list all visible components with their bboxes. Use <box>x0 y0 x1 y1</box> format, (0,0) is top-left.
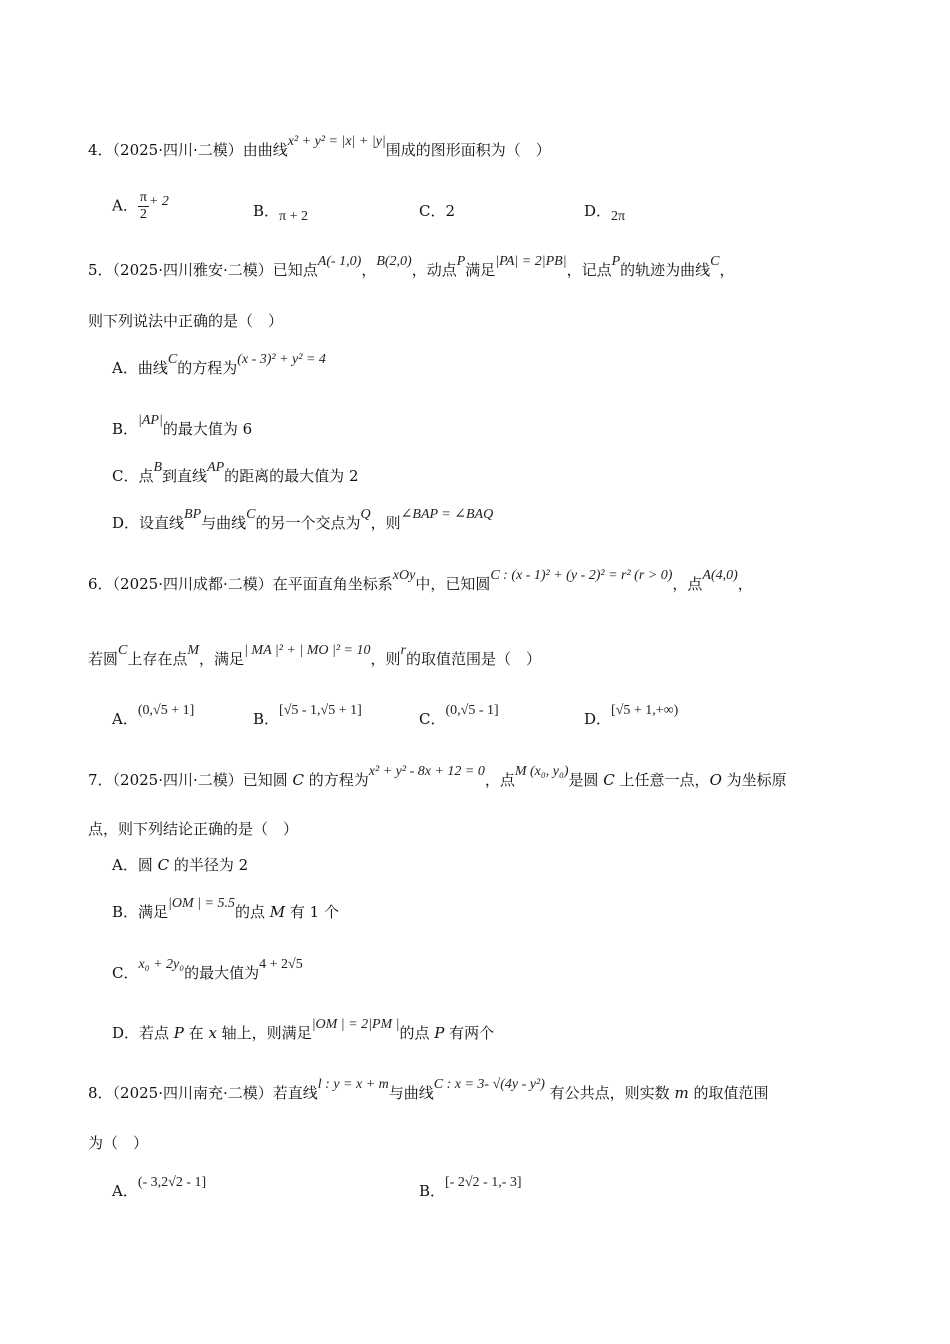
q5-c-math-b: B <box>153 460 163 475</box>
q7-d-x: x <box>208 1024 217 1042</box>
q5-math-p2: P <box>611 254 621 269</box>
q7-stem-c2: C <box>603 771 615 789</box>
q7-c-math2: 4 + 2√5 <box>259 957 303 972</box>
q6-b-label: B． <box>253 710 280 728</box>
q5-c-label: C．点 <box>112 467 154 485</box>
q5-stem-a: 5．（2025·四川雅安·二模）已知点 <box>88 261 318 279</box>
q4-option-a-tail: + 2 <box>148 193 169 209</box>
q6-l2-d: ，则 <box>370 650 401 668</box>
q6-option-b <box>253 703 362 732</box>
q6-c-label: C． <box>419 710 446 728</box>
q4-option-c <box>419 200 455 222</box>
q8-math-l: l : y = x + m <box>317 1077 389 1092</box>
q4-stem-b: 围成的图形面积为（ ） <box>385 141 551 159</box>
q4-stem <box>88 134 551 163</box>
q6-l2-math: | MA |² + | MO |² = 10 <box>244 643 371 658</box>
q7-stem-f: 为坐标原 <box>721 771 787 789</box>
q7-stem-e: 上任意一点， <box>614 771 710 789</box>
q8-stem-m: m <box>674 1084 689 1102</box>
q8-option-b <box>419 1175 522 1204</box>
q7-stem-o: O <box>709 771 722 789</box>
q5-option-b <box>112 413 253 442</box>
q6-l2-a: 若圆 <box>88 650 119 668</box>
q6-option-a <box>112 703 195 732</box>
q6-math-xoy: xOy <box>392 568 416 583</box>
q5-math-condition: |PA| = 2|PB| <box>495 254 567 269</box>
q6-math-circle: C : (x - 1)² + (y - 2)² = r² (r > 0) <box>490 568 673 583</box>
q7-stem-c: ，点 <box>484 771 515 789</box>
q8-stem-c: 有公共点，则实数 <box>544 1084 675 1102</box>
q7-stem-b: 的方程为 <box>304 771 369 789</box>
q5-a-math: (x - 3)² + y² = 4 <box>237 352 326 367</box>
q6-stem-b: 中，已知圆 <box>415 575 491 593</box>
q4-option-c-label: C． <box>419 202 446 220</box>
q8-stem <box>88 1077 769 1106</box>
q7-c-label: C． <box>112 964 139 982</box>
q7-option-a <box>112 854 248 876</box>
q7-a-text2: 的半径为 2 <box>169 856 249 874</box>
q7-a-text: A．圆 <box>112 856 158 874</box>
q7-stem-line2: 点，则下列结论正确的是（ ） <box>88 820 299 838</box>
q6-d-math: [√5 + 1,+∞) <box>611 703 679 718</box>
q5-stem-f: ， <box>719 261 735 279</box>
q7-stem-d: 是圆 <box>568 771 604 789</box>
q5-d-label: D．设直线 <box>112 514 185 532</box>
q5-math-p: P <box>456 254 466 269</box>
q7-stem <box>88 764 787 793</box>
q7-option-d <box>112 1017 495 1046</box>
q5-d-math-bp: BP <box>184 507 202 522</box>
q7-d-p: P <box>173 1024 184 1042</box>
q7-math-m: M (x₀, y₀) <box>514 764 569 779</box>
q4-option-a-denominator: 2 <box>139 207 147 222</box>
q6-stem-c: ，点 <box>672 575 703 593</box>
q6-stem <box>88 568 753 597</box>
q7-d-text1: 在 <box>183 1024 209 1042</box>
q4-option-d-math: 2π <box>611 209 626 224</box>
q4-option-a-label: A． <box>112 196 138 215</box>
q7-d-text3: 的点 <box>399 1024 435 1042</box>
q6-l2-math-r: r <box>400 643 406 658</box>
q5-d-text1: 与曲线 <box>201 514 247 532</box>
q5-b-label: B． <box>112 420 139 438</box>
q7-b-m: M <box>269 903 286 921</box>
q8-b-math: [- 2√2 - 1,- 3] <box>445 1175 522 1190</box>
q7-c-math: x₀ + 2y₀ <box>138 957 185 972</box>
q7-d-text4: 有两个 <box>444 1024 495 1042</box>
q5-option-a <box>112 352 326 381</box>
q4-option-a-numerator: π <box>139 190 147 205</box>
q5-math-c: C <box>710 254 720 269</box>
q6-b-math: [√5 - 1,√5 + 1] <box>279 703 362 718</box>
q6-c-math: (0,√5 - 1] <box>445 703 499 718</box>
q7-c-text: 的最大值为 <box>184 964 260 982</box>
q5-a-math-c: C <box>167 352 178 367</box>
q7-d-p2: P <box>434 1024 445 1042</box>
q6-math-a: A(4,0) <box>702 568 738 583</box>
q7-option-b <box>112 896 339 925</box>
q6-stem-line2 <box>88 643 541 672</box>
q5-d-math-q: Q <box>360 507 371 522</box>
q5-sep: ， <box>361 261 377 279</box>
q4-option-b-math: π + 2 <box>279 209 308 224</box>
q5-math-point-a: A(- 1,0) <box>317 254 362 269</box>
q4-math-curve: x² + y² = |x| + |y| <box>287 134 386 149</box>
q7-stem-a: 7．（2025·四川·二模）已知圆 <box>88 771 293 789</box>
q4-stem-a: 4．（2025·四川·二模）由曲线 <box>88 141 288 159</box>
q5-c-math-ap: AP <box>207 460 225 475</box>
q4-option-b <box>253 200 308 224</box>
q7-d-text2: 轴上，则满足 <box>216 1024 312 1042</box>
q7-d-math: |OM | = 2|PM | <box>311 1017 400 1032</box>
q4-option-a-fraction <box>138 190 149 223</box>
q5-stem-line2: 则下列说法中正确的是（ ） <box>88 312 284 330</box>
q4-option-b-label: B． <box>253 202 280 220</box>
q4-option-d <box>584 200 625 224</box>
q5-b-text: 的最大值为 6 <box>162 420 253 438</box>
q5-b-math: |AP| <box>138 413 163 428</box>
q6-option-c <box>419 703 499 732</box>
q7-b-math: |OM | = 5.5 <box>168 896 235 911</box>
q6-l2-c: ，满足 <box>199 650 245 668</box>
q6-a-math: (0,√5 + 1] <box>137 703 195 718</box>
q6-d-label: D． <box>584 710 612 728</box>
q5-c-text1: 到直线 <box>162 467 208 485</box>
q8-stem-a: 8．（2025·四川南充·二模）若直线 <box>88 1084 318 1102</box>
q4-option-a <box>112 190 169 223</box>
q5-d-math: ∠BAP = ∠BAQ <box>400 507 494 522</box>
q6-l2-e: 的取值范围是（ ） <box>405 650 541 668</box>
q5-a-text: 的方程为 <box>177 359 238 377</box>
q5-stem <box>88 254 735 283</box>
q4-option-d-label: D． <box>584 202 612 220</box>
q6-stem-d: ， <box>737 575 753 593</box>
q8-stem-b: 与曲线 <box>388 1084 434 1102</box>
q5-math-point-b: B(2,0) <box>376 254 412 269</box>
q4-option-c-text: 2 <box>445 202 456 220</box>
q7-b-text: 的点 <box>234 903 270 921</box>
q5-option-c <box>112 460 359 489</box>
q8-math-c: C : x = 3- √(4y - y²) <box>433 1077 545 1092</box>
q5-d-math-c: C <box>246 507 256 522</box>
q5-a-label: A．曲线 <box>112 359 168 377</box>
q5-c-text2: 的距离的最大值为 2 <box>224 467 359 485</box>
q6-a-label: A． <box>112 710 138 728</box>
q7-option-c <box>112 957 303 986</box>
q8-option-a <box>112 1175 207 1204</box>
q8-stem-line2: 为（ ） <box>88 1134 149 1152</box>
q8-a-label: A． <box>112 1182 138 1200</box>
q5-stem-d: ，记点 <box>566 261 612 279</box>
q5-d-text3: ，则 <box>370 514 401 532</box>
q7-b-text2: 有 1 个 <box>285 903 339 921</box>
q5-stem-b: ，动点 <box>411 261 457 279</box>
q5-stem-c: 满足 <box>465 261 496 279</box>
q8-stem-d: 的取值范围 <box>688 1084 769 1102</box>
q7-stem-c1: C <box>292 771 305 789</box>
q5-option-d <box>112 507 494 536</box>
q7-math-eq: x² + y² - 8x + 12 = 0 <box>368 764 485 779</box>
q6-option-d <box>584 703 679 732</box>
q6-l2-b: 上存在点 <box>127 650 188 668</box>
q5-stem-e: 的轨迹为曲线 <box>620 261 711 279</box>
q6-l2-math-c: C <box>118 643 128 658</box>
q7-b-label: B．满足 <box>112 903 169 921</box>
q7-a-c: C <box>157 856 170 874</box>
q8-b-label: B． <box>419 1182 446 1200</box>
q6-l2-math-m: M <box>187 643 200 658</box>
q5-d-text2: 的另一个交点为 <box>255 514 361 532</box>
q6-stem-a: 6．（2025·四川成都·二模）在平面直角坐标系 <box>88 575 393 593</box>
q8-a-math: (- 3,2√2 - 1] <box>137 1175 207 1190</box>
q7-d-label: D．若点 <box>112 1024 174 1042</box>
